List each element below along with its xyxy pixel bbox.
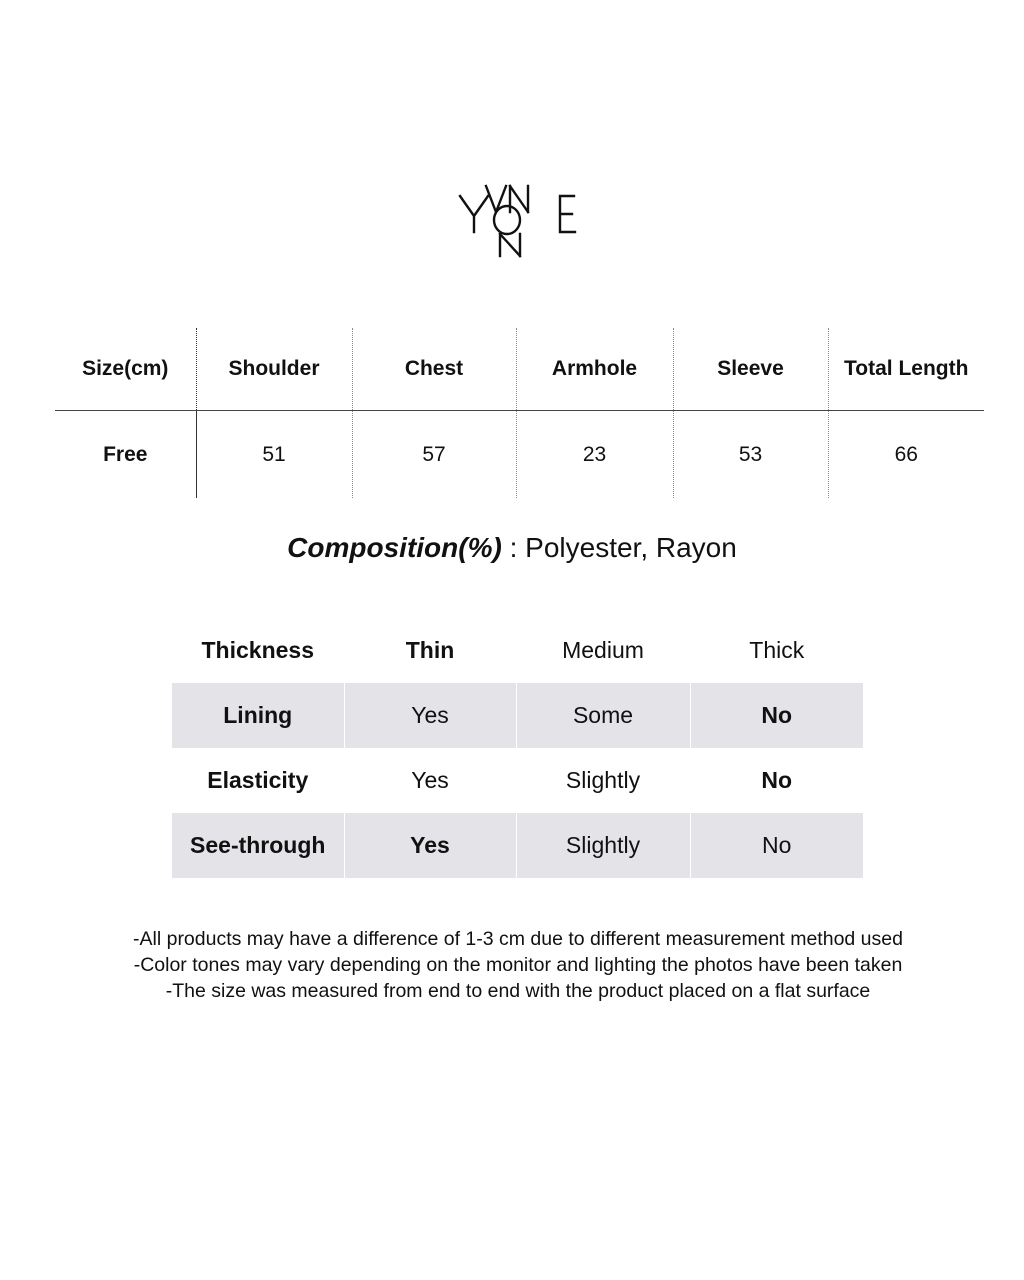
fabric-option: Yes [344, 683, 516, 748]
thickness-label: Thickness [201, 637, 314, 663]
sleeve-value: 53 [673, 411, 828, 499]
composition-value: Polyester, Rayon [525, 532, 737, 563]
chest-value: 57 [352, 411, 516, 499]
fabric-option: Thin [344, 618, 516, 683]
total-length-value: 66 [828, 411, 984, 499]
lining-label: Lining [172, 683, 344, 748]
size-table-header-row [55, 328, 984, 411]
shoulder-value: 51 [196, 411, 352, 499]
lining-row [172, 683, 863, 748]
fabric-properties-table [172, 618, 863, 878]
size-table [55, 328, 984, 498]
fabric-option: Yes [344, 813, 516, 878]
fabric-option: Thick [690, 618, 863, 683]
brand-logo [452, 182, 582, 262]
composition-label: Composition(%) [287, 532, 502, 563]
size-cell: Free [103, 442, 148, 466]
note-line: -Color tones may vary depending on the monitor and lighting the photos have been taken [133, 954, 903, 976]
fabric-option: Slightly [516, 748, 690, 813]
elasticity-label: Elasticity [207, 767, 309, 793]
elasticity-row [172, 748, 863, 813]
fabric-option: No [690, 683, 863, 748]
shoulder-header: Shoulder [196, 328, 352, 411]
fabric-option: Some [516, 683, 690, 748]
composition-line [0, 532, 1024, 564]
table-row [55, 411, 984, 499]
note-line: -All products may have a difference of 1-3 cm due to different measurement method used [133, 928, 903, 950]
fabric-option: Yes [344, 748, 516, 813]
see-through-label: See-through [172, 813, 344, 878]
fabric-option: Medium [516, 618, 690, 683]
notes [0, 926, 1024, 1004]
see-through-row [172, 813, 863, 878]
note-line: -The size was measured from end to end with the product placed on a flat surface [165, 980, 871, 1002]
chest-header: Chest [352, 328, 516, 411]
fabric-option: Slightly [516, 813, 690, 878]
size-header: Size(cm) [55, 328, 196, 411]
fabric-option: No [690, 748, 863, 813]
composition-separator: : [501, 532, 526, 563]
thickness-row [172, 618, 863, 683]
armhole-value: 23 [516, 411, 673, 499]
total-length-header: Total Length [828, 328, 984, 411]
fabric-option: No [690, 813, 863, 878]
armhole-header: Armhole [516, 328, 673, 411]
sleeve-header: Sleeve [673, 328, 828, 411]
